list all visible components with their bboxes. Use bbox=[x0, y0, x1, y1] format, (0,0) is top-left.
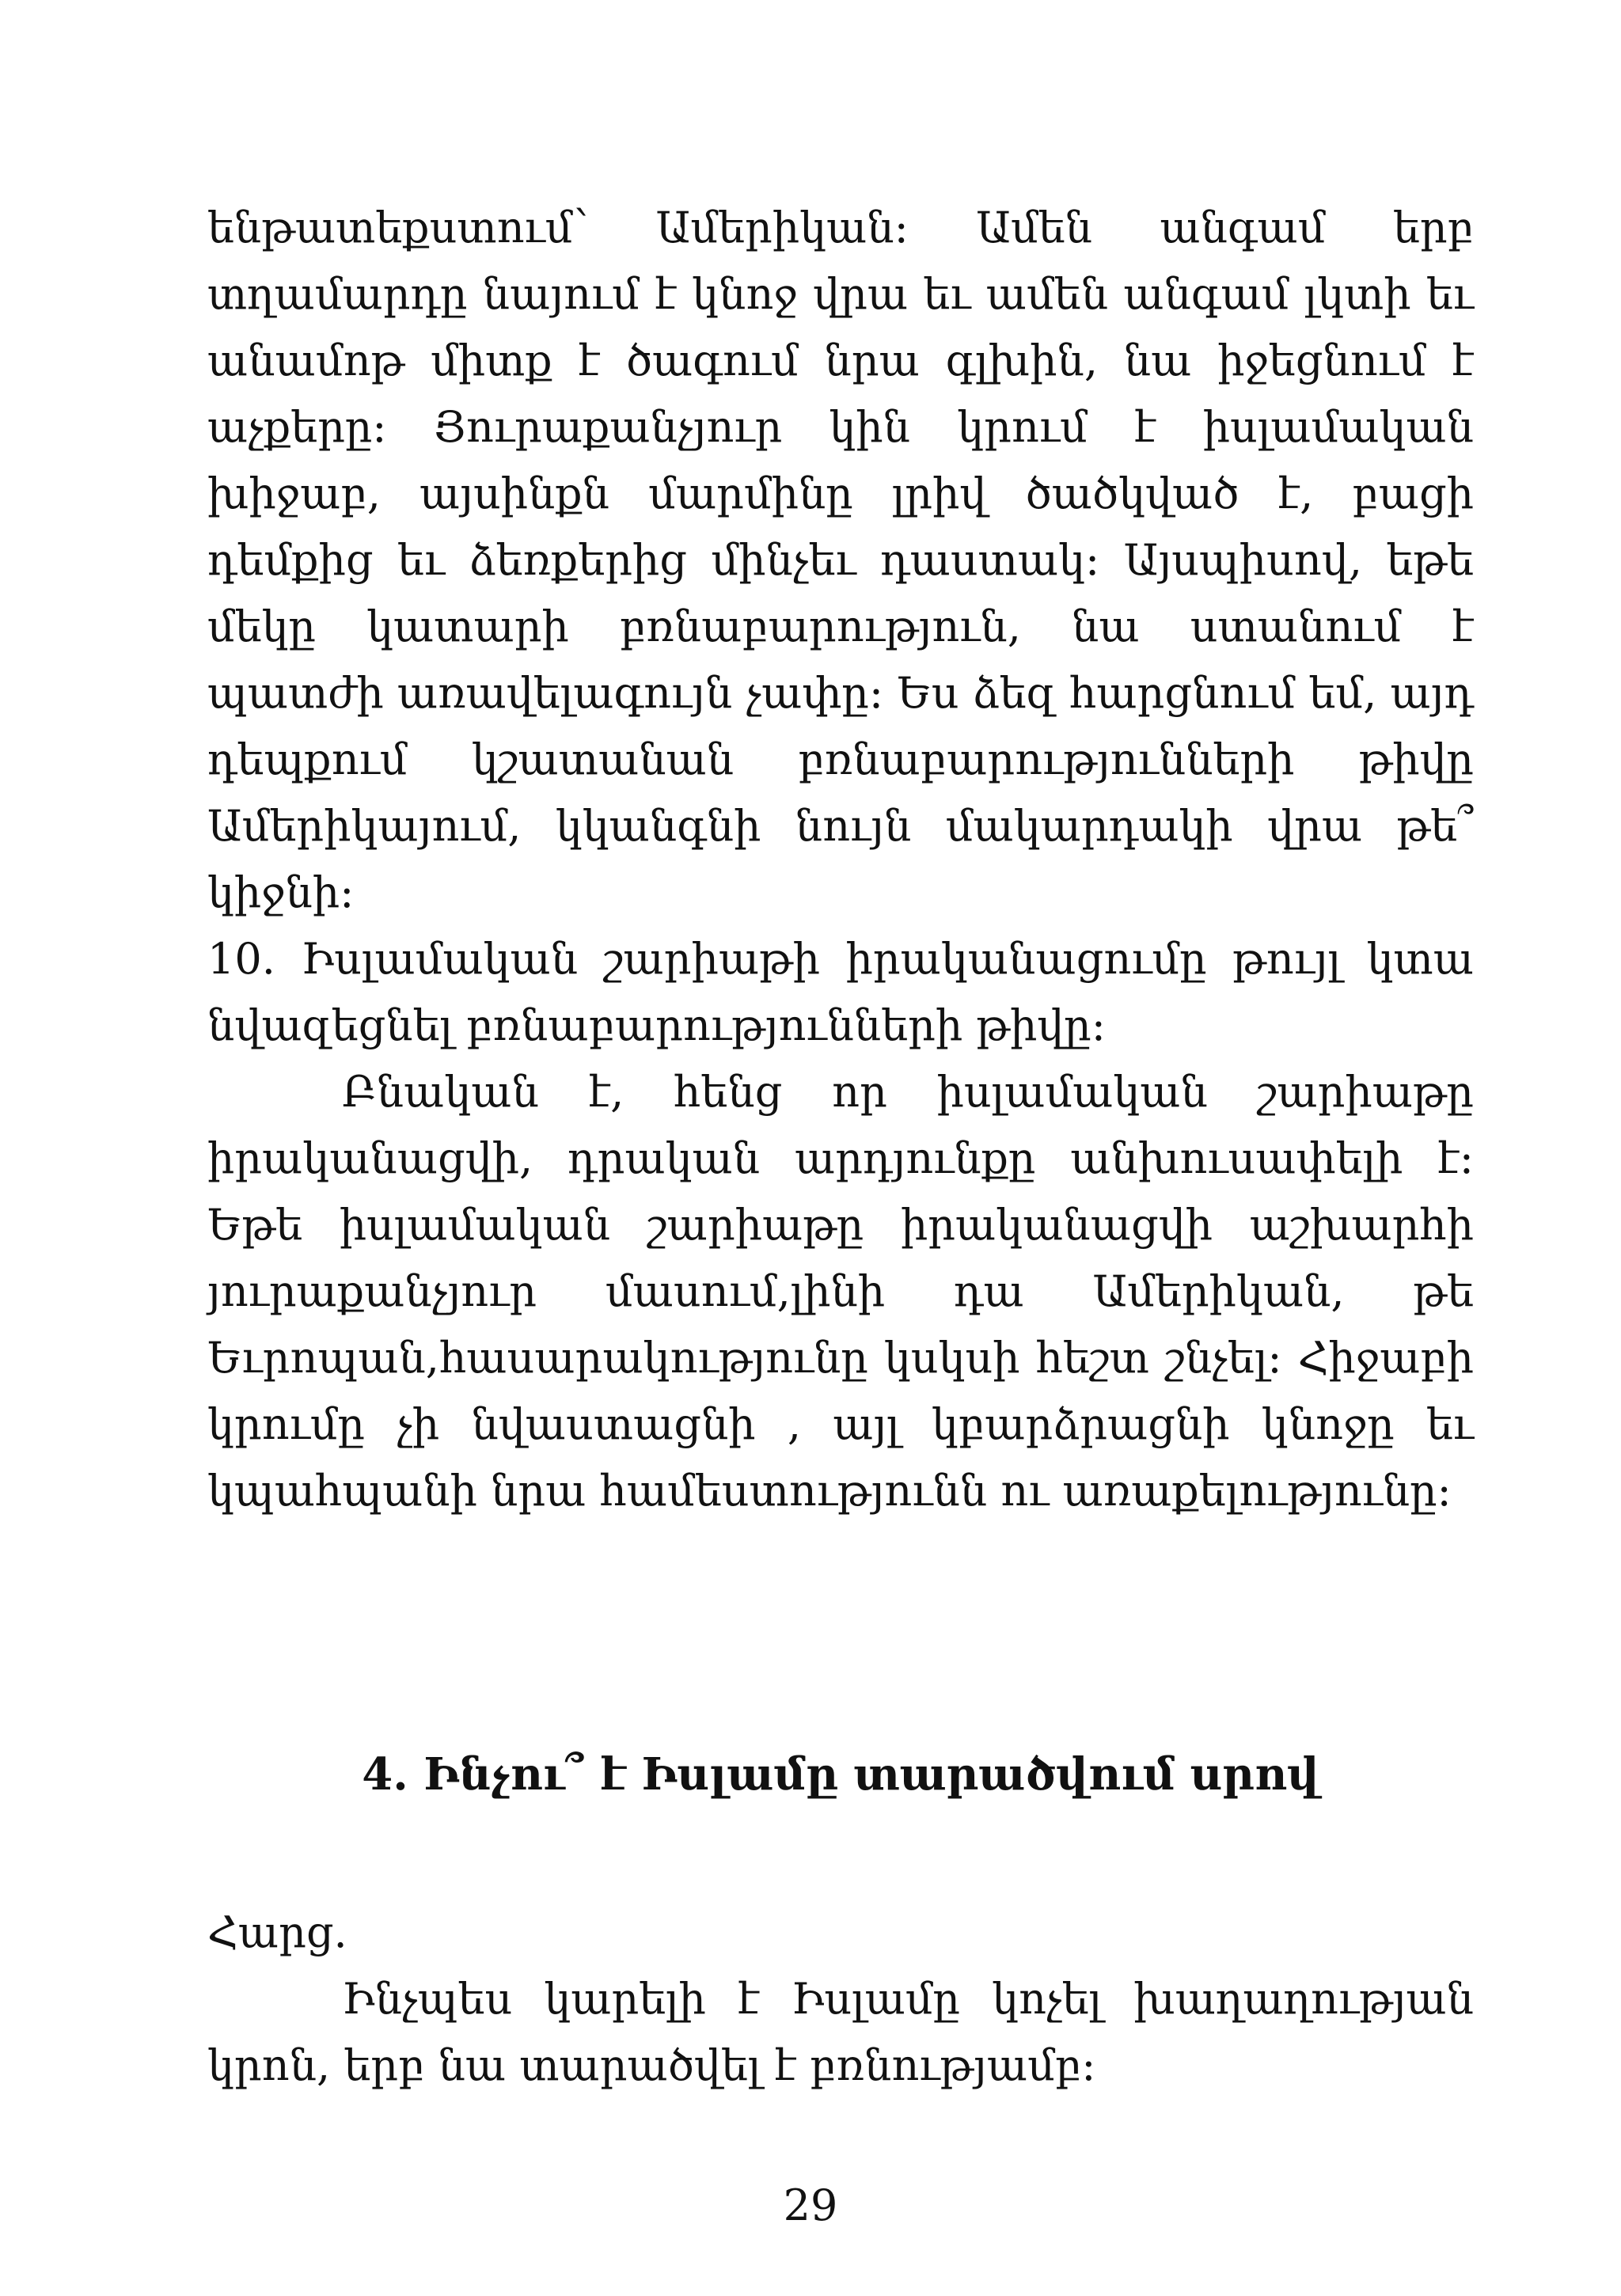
numbered-point-10: 10. Իսլամական շարիաթի իրականացումը թույլ կտա նվազեցնել բռնաբարությունների թիվը: bbox=[207, 934, 1474, 1050]
paragraph-explanation: Բնական է, հենց որ իսլամական շարիաթը իրականացվի, դրական արդյունքը անխուսափելի է: Եթե իսլամական շարիաթը իրականացվի աշխարհի յուրաքանչյուր մասում,լինի դա Ամերիկան, թե Եւրոպան,հասարակությունը կսկսի հեշտ շնչել: Հիջաբի կրումը չի նվաստացնի , այլ կբարձրացնի կնոջը եւ կպահպանի նրա համեստությունն ու առաքելությունը: bbox=[207, 1067, 1474, 1516]
body-text-top bbox=[207, 195, 1474, 1524]
question-text: Ինչպես կարելի է Իսլամը կոչել խաղաղության կրոն, երբ նա տարածվել է բռնությամբ: bbox=[207, 1974, 1474, 2090]
body-text-bottom bbox=[207, 1899, 1474, 2099]
question-label: Հարց. bbox=[207, 1907, 347, 1957]
paragraph-continuation: ենթատեքստում՝ Ամերիկան: Ամեն անգամ երբ տղամարդը նայում է կնոջ վրա եւ ամեն անգամ լկտի եւ անամոթ միտք է ծագում նրա գլխին, նա իջեցնում է աչքերը: Յուրաքանչյուր կին կրում է իսլամական խիջաբ, այսինքն մարմինը լրիվ ծածկված է, բացի դեմքից եւ ձեռքերից մինչեւ դաստակ: Այսպիսով, եթե մեկը կատարի բռնաբարություն, նա ստանում է պատժի առավելագույն չափը: Ես ձեզ հարցնում եմ, այդ դեպքում կշատանան բռնաբարությունների թիվը Ամերիկայում, կկանգնի նույն մակարդակի վրա թե՞ կիջնի: bbox=[207, 203, 1474, 917]
page-number: 29 bbox=[783, 2180, 838, 2230]
section-heading: 4. Ինչու՞ է Իսլամը տարածվում սրով bbox=[362, 1748, 1319, 1801]
